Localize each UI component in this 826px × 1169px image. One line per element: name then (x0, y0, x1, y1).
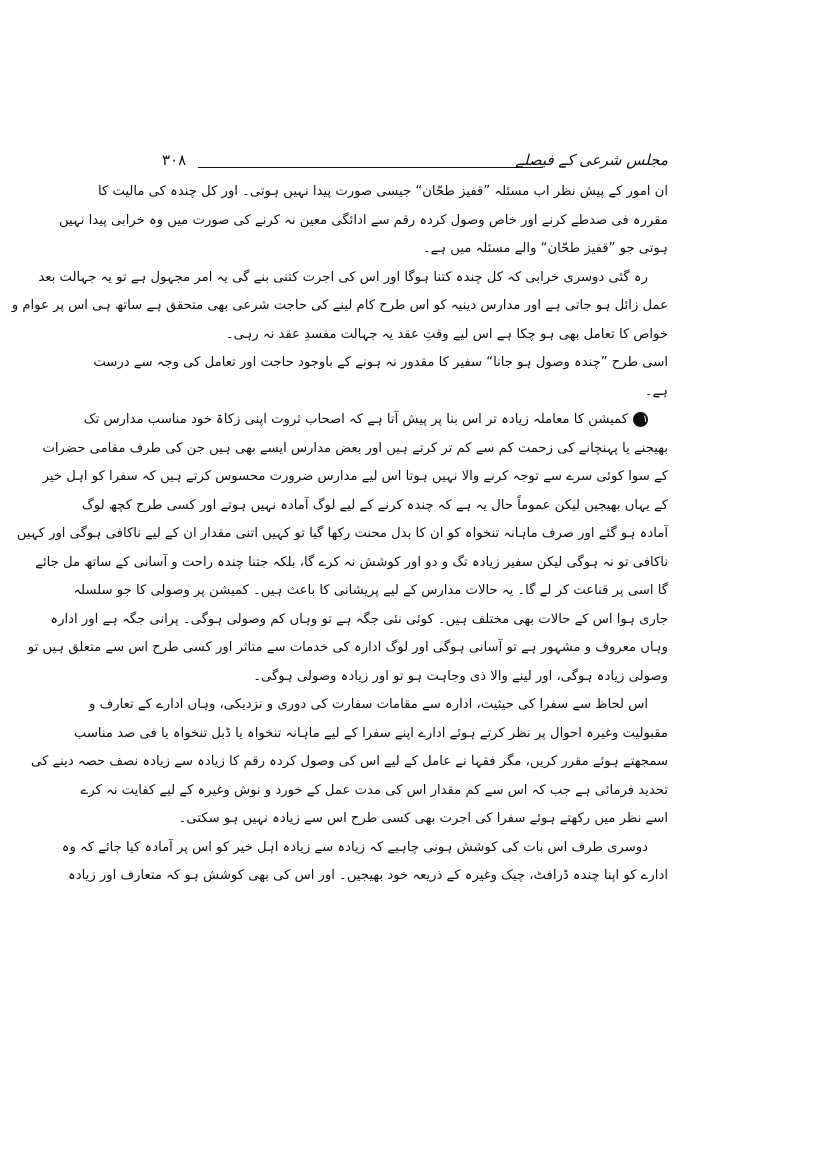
body-text (11, 178, 668, 891)
text-line-numbered (83, 406, 668, 435)
text-line: مقررہ فی صدطے کرنے اور خاص وصول کردہ رقم سے ادائگی معین نہ کرنے کی صورت میں وہ خرابی پیدا نہیں (59, 212, 668, 228)
text-line: آمادہ ہو گئے اور صرف ماہانہ تنخواہ کو ان کا بدل محنت رکھا گیا تو کہیں اتنی مقدار ان کے لیے ناکافی ہوگی اور کہیں (16, 526, 668, 541)
text-line: وہاں معروف و مشہور ہے تو آسانی ہوگی اور لوگ ادارہ کی خدمات سے متاثر اور کسی طرح اس سے متعلق ہیں تو (27, 640, 668, 655)
text-line: اسے نظر میں رکھتے ہوئے سفرا کی اجرت بھی کسی طرح اس سے زیادہ نہیں ہو سکتی۔ (178, 811, 668, 826)
text-line: خواص کا تعامل بھی ہو چکا ہے اس لیے وقتِ عقد یہ جہالت مفسدِ عقد نہ رہی۔ (225, 326, 668, 342)
text-line: ادارے کو اپنا چندہ ڈرافٹ، چیک وغیرہ کے ذریعہ خود بھیجیں۔ اور اس کی بھی کوشش ہو کہ متعارف اور زیادہ (68, 868, 668, 883)
text-line: رہ گئی دوسری خرابی کہ کل چندہ کتنا ہوگا اور اس کی اجرت کتنی بنے گی یہ امر مجہول ہے تو یہ جہالت بعد (38, 269, 648, 285)
text-line: اس لحاظ سے سفرا کی حیثیت، ادارہ سے مقامات سفارت کی دوری و نزدیکی، وہاں ادارے کے تعارف و (89, 697, 648, 712)
header-rule (198, 167, 543, 168)
item-number-badge: ۱ (633, 412, 648, 427)
text-line: ہے۔ (644, 383, 668, 399)
text-line: مقبولیت وغیرہ احوال پر نظر کرتے ہوئے ادارے اپنے سفرا کے لیے ماہانہ تنخواہ یا ڈبل تنخواہ یا فی صد مناسب (73, 725, 668, 741)
text-line: تحدید فرمائی ہے جب کہ اس سے کم مقدار اس کی مدت عمل کے خورد و نوش وغیرہ کے لیے کفایت نہ کرے (80, 782, 668, 798)
running-title: مجلس شرعی کے فیصلے (515, 151, 668, 169)
text-line: سمجھتے ہوئے مقرر کریں، مگر فقہا نے عامل کے لیے اس کی وصول کردہ رقم کا زیادہ سے زیادہ نصف حصہ دینے کی (30, 754, 668, 769)
text-line: جاری ہوا اس کے حالات بھی مختلف ہیں۔ کوئی نئی جگہ ہے تو وہاں کم وصولی ہوگی۔ پرانی جگہ ہے اور ادارہ (50, 611, 668, 627)
text-line: کے یہاں بھیجیں لیکن عموماً حال یہ ہے کہ چندہ کرنے کے لیے لوگ آمادہ نہیں ہوتے اور کسی طرح کچھ لوگ (82, 497, 668, 513)
text-line: بھیجنے یا پہنچانے کی زحمت کم سے کم تر کرتے ہیں اور بعض مدارس ایسے بھی ہیں جن کی طرف مقامی حضرات (42, 440, 668, 456)
text-line: ان امور کے پیش نظر اب مسئلہ ”قفیز طحّان“ جیسی صورت پیدا نہیں ہوتی۔ اور کل چندہ کی مالیت کا (97, 184, 668, 199)
text-line: گا اسی پر قناعت کر لے گا۔ یہ حالات مدارس کے لیے پریشانی کا باعث ہیں۔ کمیشن پر وصولی کا جو سلسلہ (73, 583, 668, 598)
text-line: ناکافی تو نہ ہوگی لیکن سفیر زیادہ تگ و دو اور کوشش نہ کرے گا، بلکہ جتنا چندہ راحت و آسانی کے ساتھ مل جائے (35, 554, 668, 570)
text-line: دوسری طرف اس بات کی کوشش ہونی چاہیے کہ زیادہ سے زیادہ اہل خیر کو اس پر آمادہ کیا جائے کہ وہ (61, 839, 648, 855)
text-line: ہوتی جو ”قفیز طحّان“ والے مسئلہ میں ہے۔ (422, 241, 668, 256)
text-line: کے سوا کوئی سرے سے توجہ کرنے والا نہیں ہوتا اس لیے مدارس ضرورت محسوس کرتے ہیں کہ سفرا کو اہل خیر (42, 469, 668, 484)
page-number: ۳۰۸ (162, 151, 187, 169)
page-header (160, 150, 668, 174)
text-line-content: کمیشن کا معاملہ زیادہ تر اس بنا پر پیش آتا ہے کہ اصحاب ثروت اپنی زکاۃ خود مناسب مدارس تک (83, 412, 628, 427)
text-line: اسی طرح ”چندہ وصول ہو جانا“ سفیر کا مقدور نہ ہونے کے باوجود حاجت اور تعامل کی وجہ سے درست (93, 355, 668, 370)
text-line: وصولی زیادہ ہوگی، اور لینے والا ذی وجاہت ہو تو اور زیادہ وصولی ہوگی۔ (253, 668, 668, 684)
text-line: عمل زائل ہو جاتی ہے اور مدارس دینیہ کو اس طرح کام لینے کی حاجت شرعی بھی متحقق ہے ساتھ ہی اس پر عوام و (11, 298, 668, 313)
